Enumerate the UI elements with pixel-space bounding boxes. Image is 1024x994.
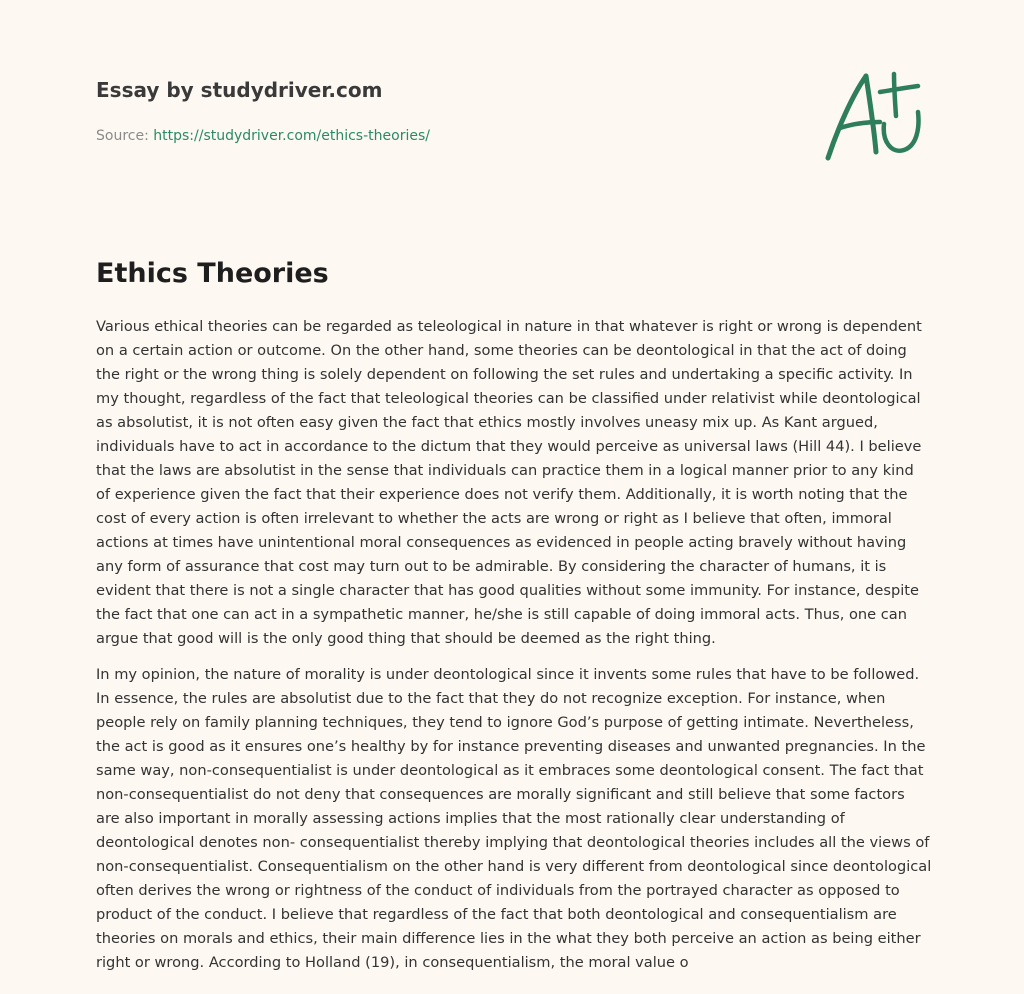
source-line (96, 126, 796, 146)
paragraph: In my opinion, the nature of morality is under deontological since it invents some rules that have to be followed. In essence, the rules are absolutist due to the fact that they do not recognize exception. For instance, when people rely on family planning techniques, they tend to ignore God’s purpose of getting intimate. Nevertheless, the act is good as it ensures one’s healthy by for instance preventing diseases and unwanted pregnancies. In the same way, non-consequentialist is under deontological as it embraces some deontological consent. The fact that non-consequentialist do not deny that consequences are morally significant and still believe that some factors are also important in morally assessing actions implies that the most rationally clear understanding of deontological denotes non- consequentialist thereby implying that deontological theories includes all the views of non-consequentialist. Consequentialism on the other hand is very different from deontological since deontological often derives the wrong or rightness of the conduct of individuals from the portrayed character as opposed to product of the conduct. I believe that regardless of the fact that both deontological and consequentialism are theories on morals and ethics, their main difference lies in the what they both perceive an action as being either right or wrong. According to Holland (19), in consequentialism, the moral value o (96, 666, 932, 971)
page-title: Ethics Theories (96, 258, 329, 289)
essay-body (96, 315, 932, 987)
essay-header (96, 76, 796, 146)
brand-title: Essay by studydriver.com (96, 78, 383, 102)
paragraph: Various ethical theories can be regarded as teleological in nature in that whatever is right or wrong is dependent on a certain action or outcome. On the other hand, some theories can be deontological in that the act of doing the right or the wrong thing is solely dependent on following the set rules and undertaking a specific activity. In my thought, regardless of the fact that teleological theories can be classified under relativist while deontological as absolutist, it is not often easy given the fact that ethics mostly involves uneasy mix up. As Kant argued, individuals have to act in accordance to the dictum that they would perceive as universal laws (Hill 44). I believe that the laws are absolutist in the sense that individuals can practice them in a logical manner prior to any kind of experience given the fact that their experience does not verify them. Additionally, it is worth noting that the cost of every action is often irrelevant to whether the acts are wrong or right as I believe that often, immoral actions at times have unintentional moral consequences as evidenced in people acting bravely without having any form of assurance that cost may turn out to be admirable. By considering the character of humans, it is evident that there is not a single character that has good qualities without some immunity. For instance, despite the fact that one can act in a sympathetic manner, he/she is still capable of doing immoral acts. Thus, one can argue that good will is the only good thing that should be deemed as the right thing. (96, 318, 922, 647)
source-link[interactable]: https://studydriver.com/ethics-theories/ (153, 128, 430, 144)
a-plus-logo-icon (818, 66, 930, 166)
source-label: Source: (96, 128, 154, 144)
